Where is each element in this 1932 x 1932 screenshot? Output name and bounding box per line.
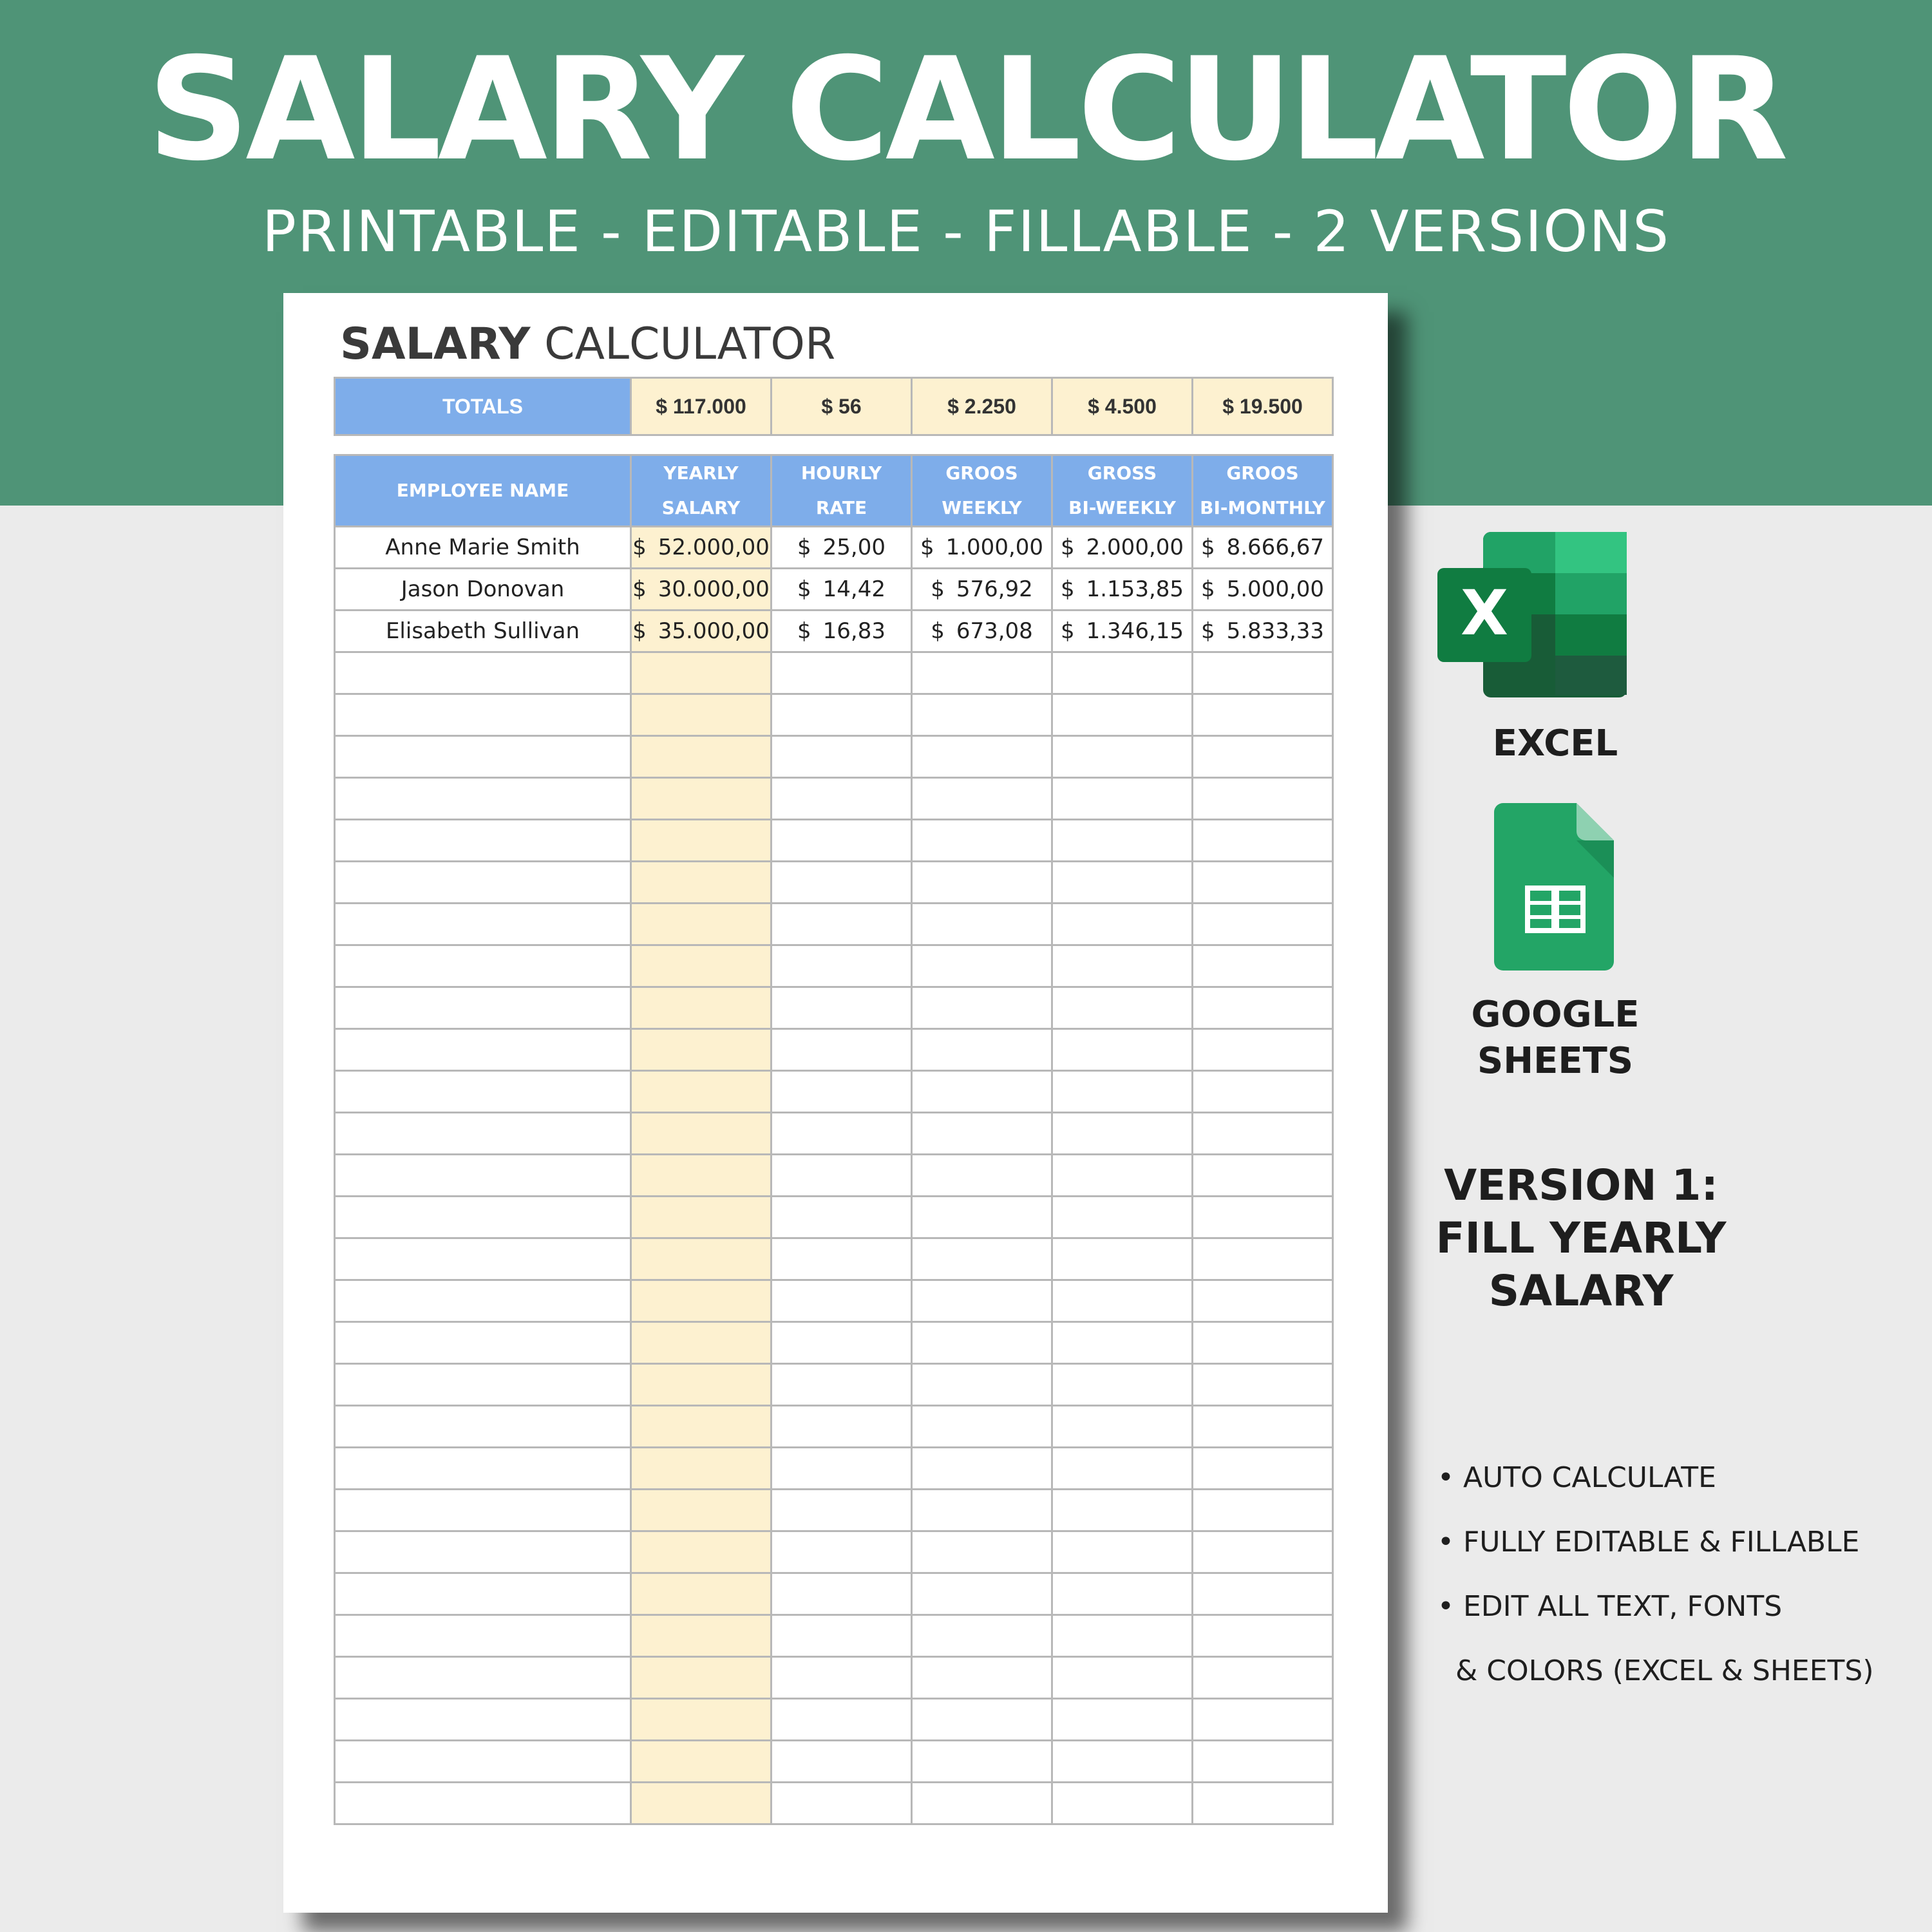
cell-computed — [912, 904, 1052, 945]
cell-computed — [1193, 1615, 1333, 1657]
cell-yearly-salary[interactable] — [631, 1364, 772, 1406]
google-sheets-label-line1: GOOGLE — [1471, 994, 1640, 1036]
total-weekly: $ 2.250 — [912, 378, 1052, 435]
cell-employee-name[interactable] — [335, 652, 631, 694]
cell-computed — [912, 1197, 1052, 1238]
totals-label: TOTALS — [335, 378, 631, 435]
cell-computed — [1193, 1155, 1333, 1197]
cell-yearly-salary[interactable] — [631, 1155, 772, 1197]
cell-computed — [1193, 1448, 1333, 1490]
cell-computed — [1193, 1197, 1333, 1238]
cell-computed — [1193, 736, 1333, 778]
empty-table-row — [335, 1071, 1333, 1113]
empty-table-row — [335, 1280, 1333, 1322]
cell-computed — [912, 1406, 1052, 1448]
empty-table-row — [335, 820, 1333, 862]
cell-value: 35.000,00 — [658, 618, 770, 644]
cell-employee-name[interactable] — [335, 1280, 631, 1322]
empty-table-row — [335, 1699, 1333, 1741]
cell-employee-name[interactable] — [335, 1657, 631, 1699]
header-yearly-line2: SALARY — [661, 497, 741, 518]
header-employee-name-text: EMPLOYEE NAME — [396, 480, 569, 501]
cell-yearly-salary[interactable] — [631, 778, 772, 820]
cell-computed — [912, 1113, 1052, 1155]
currency-symbol: $ — [1200, 618, 1215, 644]
cell-computed — [1052, 694, 1193, 736]
feature-item: & COLORS (EXCEL & SHEETS) — [1437, 1654, 1874, 1687]
cell-computed — [1052, 1783, 1193, 1824]
cell-computed — [912, 945, 1052, 987]
cell-value: 5.000,00 — [1226, 576, 1325, 602]
currency-symbol: $ — [1200, 576, 1215, 602]
google-sheets-label — [1436, 992, 1674, 1084]
cell-employee-name[interactable] — [335, 1573, 631, 1615]
cell-computed — [1052, 1071, 1193, 1113]
header-yearly-salary — [631, 455, 772, 527]
cell-employee-name[interactable] — [335, 1238, 631, 1280]
empty-table-row — [335, 1197, 1333, 1238]
cell-computed — [1052, 904, 1193, 945]
total-yearly: $ 117.000 — [631, 378, 772, 435]
cell-value: 576,92 — [956, 576, 1033, 602]
cell-computed — [1052, 1448, 1193, 1490]
cell-computed — [1052, 1197, 1193, 1238]
cell-computed — [1052, 778, 1193, 820]
cell-computed — [1193, 862, 1333, 904]
cell-computed — [912, 1322, 1052, 1364]
cell-value: 30.000,00 — [658, 576, 770, 602]
cell-computed — [1193, 1657, 1333, 1699]
cell-computed — [1193, 1783, 1333, 1824]
cell-computed — [1193, 945, 1333, 987]
cell-yearly-salary[interactable] — [631, 1322, 772, 1364]
cell-yearly-salary[interactable] — [631, 569, 772, 611]
empty-table-row — [335, 1783, 1333, 1824]
salary-table — [334, 454, 1334, 1825]
cell-employee-name[interactable] — [335, 1155, 631, 1197]
cell-computed — [772, 736, 912, 778]
totals-table — [334, 377, 1334, 436]
empty-table-row — [335, 1573, 1333, 1615]
cell-computed — [772, 904, 912, 945]
cell-computed — [772, 1573, 912, 1615]
sheet-title-rest: CALCULATOR — [544, 319, 836, 370]
cell-employee-name[interactable] — [335, 1699, 631, 1741]
cell-computed — [912, 778, 1052, 820]
cell-computed — [772, 1657, 912, 1699]
cell-computed — [1193, 1741, 1333, 1783]
empty-table-row — [335, 1113, 1333, 1155]
currency-symbol: $ — [632, 576, 647, 602]
header-hourly-line1: HOURLY — [800, 462, 882, 484]
cell-employee-name[interactable] — [335, 945, 631, 987]
cell-value: 1.153,85 — [1086, 576, 1184, 602]
cell-computed — [912, 1573, 1052, 1615]
empty-table-row — [335, 1029, 1333, 1071]
cell-computed — [1052, 987, 1193, 1029]
cell-employee-name[interactable] — [335, 1490, 631, 1531]
cell-employee-name[interactable] — [335, 1406, 631, 1448]
cell-yearly-salary[interactable] — [631, 694, 772, 736]
header-employee-name — [335, 455, 631, 527]
cell-computed — [1052, 1490, 1193, 1531]
header-weekly-line1: GROOS — [945, 462, 1018, 484]
cell-yearly-salary[interactable] — [631, 1531, 772, 1573]
empty-table-row — [335, 1531, 1333, 1573]
cell-computed — [1052, 1699, 1193, 1741]
feature-item: • AUTO CALCULATE — [1437, 1461, 1716, 1494]
banner-subtitle: PRINTABLE - EDITABLE - FILLABLE - 2 VERSIONS — [261, 198, 1671, 265]
header-bimonthly-line2: BI-MONTHLY — [1200, 497, 1325, 518]
cell-computed — [912, 694, 1052, 736]
cell-yearly-salary[interactable] — [631, 1573, 772, 1615]
cell-computed — [1193, 904, 1333, 945]
excel-label: EXCEL — [1492, 723, 1618, 764]
cell-computed — [912, 1699, 1052, 1741]
cell-computed — [772, 778, 912, 820]
cell-computed — [912, 820, 1052, 862]
cell-computed — [772, 1071, 912, 1113]
cell-value: 673,08 — [956, 618, 1033, 644]
cell-computed — [1052, 1238, 1193, 1280]
header-row — [335, 455, 1333, 527]
cell-computed — [912, 1029, 1052, 1071]
cell-yearly-salary[interactable] — [631, 1615, 772, 1657]
cell-employee-name[interactable]: Anne Marie Smith — [335, 527, 631, 569]
cell-value: 8.666,67 — [1226, 535, 1325, 560]
totals-row — [335, 378, 1333, 435]
cell-gross-bimonthly — [1193, 611, 1333, 652]
cell-value: 16,83 — [822, 618, 886, 644]
cell-computed — [1193, 652, 1333, 694]
table-row — [335, 569, 1333, 611]
currency-symbol: $ — [920, 535, 934, 560]
cell-employee-name[interactable] — [335, 1071, 631, 1113]
cell-value: 52.000,00 — [658, 535, 770, 560]
currency-symbol: $ — [797, 576, 811, 602]
empty-table-row — [335, 1448, 1333, 1490]
cell-employee-name[interactable]: Elisabeth Sullivan — [335, 611, 631, 652]
cell-computed — [1052, 1029, 1193, 1071]
header-gross-weekly — [912, 455, 1052, 527]
cell-computed — [772, 1280, 912, 1322]
cell-computed — [1193, 1531, 1333, 1573]
cell-computed — [1052, 1322, 1193, 1364]
banner-title: SALARY CALCULATOR — [147, 27, 1785, 192]
currency-symbol: $ — [797, 618, 811, 644]
header-yearly-line1: YEARLY — [663, 462, 739, 484]
cell-value: 5.833,33 — [1226, 618, 1325, 644]
header-hourly-line2: RATE — [815, 497, 867, 518]
cell-computed — [1052, 1406, 1193, 1448]
empty-table-row — [335, 694, 1333, 736]
version-line1: VERSION 1: — [1444, 1160, 1718, 1210]
header-biweekly-line1: GROSS — [1087, 462, 1157, 484]
cell-employee-name[interactable] — [335, 1113, 631, 1155]
cell-computed — [772, 1029, 912, 1071]
empty-table-row — [335, 736, 1333, 778]
cell-value: 14,42 — [822, 576, 886, 602]
cell-yearly-salary[interactable] — [631, 652, 772, 694]
table-row — [335, 527, 1333, 569]
currency-symbol: $ — [931, 576, 945, 602]
header-biweekly-line2: BI-WEEKLY — [1068, 497, 1176, 518]
cell-gross-biweekly — [1052, 569, 1193, 611]
cell-gross-bimonthly — [1193, 569, 1333, 611]
cell-employee-name[interactable] — [335, 1197, 631, 1238]
cell-employee-name[interactable] — [335, 1783, 631, 1824]
cell-computed — [772, 1322, 912, 1364]
excel-icon — [1436, 529, 1629, 700]
cell-employee-name[interactable]: Jason Donovan — [335, 569, 631, 611]
cell-gross-weekly — [912, 569, 1052, 611]
cell-yearly-salary[interactable] — [631, 904, 772, 945]
cell-yearly-salary[interactable] — [631, 862, 772, 904]
cell-computed — [912, 1071, 1052, 1113]
currency-symbol: $ — [1060, 535, 1075, 560]
cell-yearly-salary[interactable] — [631, 820, 772, 862]
cell-computed — [912, 1615, 1052, 1657]
cell-yearly-salary[interactable] — [631, 1197, 772, 1238]
cell-computed — [912, 1448, 1052, 1490]
cell-yearly-salary[interactable] — [631, 987, 772, 1029]
cell-employee-name[interactable] — [335, 1741, 631, 1783]
empty-table-row — [335, 987, 1333, 1029]
cell-value: 1.000,00 — [945, 535, 1044, 560]
cell-yearly-salary[interactable] — [631, 1490, 772, 1531]
cell-computed — [772, 1238, 912, 1280]
cell-computed — [772, 1364, 912, 1406]
cell-computed — [1052, 1741, 1193, 1783]
cell-computed — [1193, 1071, 1333, 1113]
cell-employee-name[interactable] — [335, 862, 631, 904]
cell-computed — [772, 862, 912, 904]
header-hourly-rate — [772, 455, 912, 527]
cell-computed — [1193, 694, 1333, 736]
empty-table-row — [335, 1615, 1333, 1657]
cell-computed — [1193, 1573, 1333, 1615]
cell-gross-biweekly — [1052, 611, 1193, 652]
cell-computed — [772, 1448, 912, 1490]
currency-symbol: $ — [1200, 535, 1215, 560]
cell-computed — [1193, 1113, 1333, 1155]
cell-computed — [1052, 652, 1193, 694]
cell-computed — [1052, 1657, 1193, 1699]
empty-table-row — [335, 1741, 1333, 1783]
empty-table-row — [335, 862, 1333, 904]
version-note — [1397, 1159, 1765, 1318]
cell-value: 1.346,15 — [1086, 618, 1184, 644]
cell-computed — [772, 652, 912, 694]
cell-employee-name[interactable] — [335, 1322, 631, 1364]
cell-gross-bimonthly — [1193, 527, 1333, 569]
cell-employee-name[interactable] — [335, 1615, 631, 1657]
cell-computed — [912, 1155, 1052, 1197]
cell-employee-name[interactable] — [335, 1029, 631, 1071]
cell-yearly-salary[interactable] — [631, 1280, 772, 1322]
cell-employee-name[interactable] — [335, 1448, 631, 1490]
cell-computed — [1193, 1490, 1333, 1531]
cell-employee-name[interactable] — [335, 820, 631, 862]
feature-list — [1437, 1446, 1874, 1703]
cell-computed — [1052, 1113, 1193, 1155]
cell-computed — [1193, 1029, 1333, 1071]
cell-computed — [772, 820, 912, 862]
cell-computed — [912, 736, 1052, 778]
cell-computed — [1052, 945, 1193, 987]
sheet-title — [340, 312, 835, 377]
empty-table-row — [335, 1238, 1333, 1280]
cell-computed — [1052, 1155, 1193, 1197]
currency-symbol: $ — [797, 535, 811, 560]
cell-employee-name[interactable] — [335, 1364, 631, 1406]
cell-computed — [772, 1741, 912, 1783]
cell-computed — [1052, 1280, 1193, 1322]
cell-computed — [1193, 987, 1333, 1029]
cell-computed — [1193, 1364, 1333, 1406]
currency-symbol: $ — [931, 618, 945, 644]
empty-table-row — [335, 1155, 1333, 1197]
cell-computed — [1193, 1280, 1333, 1322]
cell-yearly-salary[interactable] — [631, 1029, 772, 1071]
empty-table-row — [335, 1406, 1333, 1448]
cell-computed — [1052, 1531, 1193, 1573]
cell-computed — [772, 1197, 912, 1238]
cell-computed — [772, 1615, 912, 1657]
cell-employee-name[interactable] — [335, 778, 631, 820]
cell-yearly-salary[interactable] — [631, 1783, 772, 1824]
cell-hourly-rate — [772, 527, 912, 569]
cell-yearly-salary[interactable] — [631, 1741, 772, 1783]
cell-computed — [1052, 820, 1193, 862]
version-line2: FILL YEARLY — [1435, 1213, 1727, 1263]
cell-employee-name[interactable] — [335, 1531, 631, 1573]
cell-employee-name[interactable] — [335, 694, 631, 736]
cell-computed — [912, 652, 1052, 694]
cell-computed — [912, 1741, 1052, 1783]
header-gross-bimonthly — [1193, 455, 1333, 527]
cell-yearly-salary[interactable] — [631, 1071, 772, 1113]
header-bimonthly-line1: GROOS — [1226, 462, 1299, 484]
excel-icon-letter: X — [1460, 577, 1509, 649]
currency-symbol: $ — [632, 618, 647, 644]
cell-computed — [1193, 1238, 1333, 1280]
sheet-title-bold: SALARY — [340, 319, 531, 370]
header-weekly-line2: WEEKLY — [942, 497, 1022, 518]
total-hourly: $ 56 — [772, 378, 912, 435]
cell-employee-name[interactable] — [335, 736, 631, 778]
cell-gross-biweekly — [1052, 527, 1193, 569]
currency-symbol: $ — [1060, 618, 1075, 644]
cell-computed — [772, 1490, 912, 1531]
empty-table-row — [335, 945, 1333, 987]
feature-item: • EDIT ALL TEXT, FONTS — [1437, 1590, 1783, 1623]
cell-yearly-salary[interactable] — [631, 1406, 772, 1448]
google-sheets-label-line2: SHEETS — [1477, 1040, 1634, 1082]
cell-computed — [1052, 1615, 1193, 1657]
cell-yearly-salary[interactable] — [631, 611, 772, 652]
cell-employee-name[interactable] — [335, 904, 631, 945]
version-line3: SALARY — [1488, 1266, 1674, 1316]
feature-item: • FULLY EDITABLE & FILLABLE — [1437, 1526, 1860, 1558]
header-gross-biweekly — [1052, 455, 1193, 527]
cell-yearly-salary[interactable] — [631, 736, 772, 778]
cell-computed — [772, 1531, 912, 1573]
empty-table-row — [335, 652, 1333, 694]
currency-symbol: $ — [632, 535, 647, 560]
cell-computed — [772, 694, 912, 736]
cell-yearly-salary[interactable] — [631, 1113, 772, 1155]
cell-yearly-salary[interactable] — [631, 1699, 772, 1741]
cell-computed — [912, 1490, 1052, 1531]
cell-computed — [912, 1364, 1052, 1406]
cell-computed — [1052, 1573, 1193, 1615]
cell-value: 2.000,00 — [1086, 535, 1184, 560]
cell-yearly-salary[interactable] — [631, 1657, 772, 1699]
cell-computed — [912, 987, 1052, 1029]
cell-computed — [772, 1155, 912, 1197]
cell-computed — [912, 1783, 1052, 1824]
cell-computed — [772, 1113, 912, 1155]
empty-table-row — [335, 904, 1333, 945]
cell-computed — [1193, 1406, 1333, 1448]
google-sheets-icon — [1494, 803, 1620, 972]
cell-computed — [1052, 736, 1193, 778]
total-biweekly: $ 4.500 — [1052, 378, 1193, 435]
cell-computed — [1052, 1364, 1193, 1406]
spreadsheet-page — [283, 293, 1388, 1913]
empty-table-row — [335, 1657, 1333, 1699]
cell-computed — [1193, 1699, 1333, 1741]
cell-value: 25,00 — [822, 535, 886, 560]
cell-gross-weekly — [912, 611, 1052, 652]
cell-computed — [1193, 778, 1333, 820]
cell-hourly-rate — [772, 611, 912, 652]
cell-employee-name[interactable] — [335, 987, 631, 1029]
cell-computed — [1193, 820, 1333, 862]
cell-computed — [1052, 862, 1193, 904]
cell-computed — [1193, 1322, 1333, 1364]
cell-computed — [772, 1783, 912, 1824]
cell-computed — [772, 1699, 912, 1741]
cell-yearly-salary[interactable] — [631, 945, 772, 987]
cell-computed — [772, 945, 912, 987]
empty-table-row — [335, 778, 1333, 820]
cell-yearly-salary[interactable] — [631, 527, 772, 569]
cell-computed — [912, 1531, 1052, 1573]
currency-symbol: $ — [1060, 576, 1075, 602]
cell-gross-weekly — [912, 527, 1052, 569]
cell-computed — [912, 1657, 1052, 1699]
cell-computed — [772, 987, 912, 1029]
empty-table-row — [335, 1490, 1333, 1531]
cell-computed — [772, 1406, 912, 1448]
cell-computed — [912, 1238, 1052, 1280]
cell-computed — [912, 862, 1052, 904]
empty-table-row — [335, 1322, 1333, 1364]
cell-yearly-salary[interactable] — [631, 1238, 772, 1280]
cell-yearly-salary[interactable] — [631, 1448, 772, 1490]
cell-hourly-rate — [772, 569, 912, 611]
table-row — [335, 611, 1333, 652]
total-bimonthly: $ 19.500 — [1193, 378, 1333, 435]
empty-table-row — [335, 1364, 1333, 1406]
cell-computed — [912, 1280, 1052, 1322]
